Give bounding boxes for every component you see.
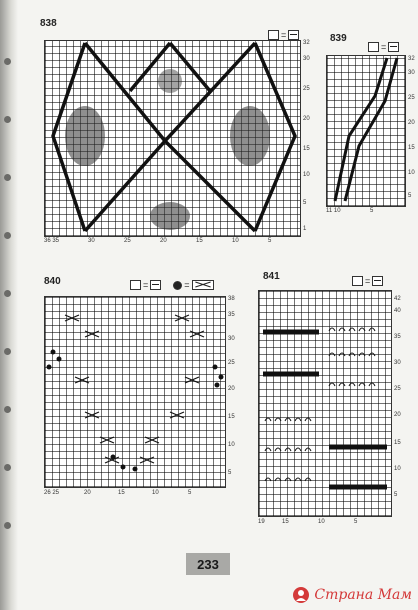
binding-hole [4, 348, 11, 355]
col-number: 5 [370, 208, 374, 214]
dash-cell-icon [150, 280, 161, 290]
chart-840-grid [44, 296, 226, 488]
col-number: 10 [232, 238, 239, 244]
row-number: 30 [228, 336, 235, 342]
row-number: 20 [303, 116, 310, 122]
col-number: 30 [88, 238, 95, 244]
col-number: 10 [152, 490, 159, 496]
chart-841-pattern [259, 291, 391, 516]
chart-838-pattern [45, 41, 300, 236]
row-number: 15 [408, 145, 415, 151]
col-number: 20 [160, 238, 167, 244]
row-number: 20 [408, 120, 415, 126]
dash-cell-icon [388, 42, 399, 52]
row-number: 15 [394, 440, 401, 446]
cable-cross-icon [192, 280, 214, 290]
col-number: 15 [282, 519, 289, 525]
chart-838-label: 838 [40, 18, 57, 29]
row-number: 30 [303, 56, 310, 62]
row-number: 10 [408, 170, 415, 176]
row-number: 42 [394, 296, 401, 302]
col-number: 10 [318, 519, 325, 525]
chart-839-label: 839 [330, 33, 347, 44]
chart-840-label: 840 [44, 276, 61, 287]
col-number: 25 [124, 238, 131, 244]
row-number: 30 [408, 70, 415, 76]
row-number: 30 [394, 360, 401, 366]
legend-equals: = [281, 30, 287, 40]
col-number: 20 [84, 490, 91, 496]
row-number: 32 [303, 40, 310, 46]
row-number: 1 [303, 226, 307, 232]
binding-edge [0, 0, 18, 610]
legend-equals: = [381, 42, 387, 52]
chart-839-pattern [327, 56, 405, 206]
row-number: 10 [228, 442, 235, 448]
row-number: 35 [394, 334, 401, 340]
binding-hole [4, 406, 11, 413]
chart-838-legend [268, 30, 299, 40]
chart-839-grid [326, 55, 406, 207]
blank-cell-icon [352, 276, 363, 286]
bobble-cell-icon [173, 281, 182, 290]
row-number: 25 [408, 95, 415, 101]
row-number: 5 [408, 193, 412, 199]
col-number: 15 [196, 238, 203, 244]
row-number: 20 [228, 386, 235, 392]
chart-841-legend [352, 276, 383, 286]
dash-cell-icon [372, 276, 383, 286]
chart-840-legend [130, 280, 214, 290]
row-number: 15 [228, 414, 235, 420]
page-number: 233 [186, 553, 230, 575]
row-number: 5 [228, 470, 232, 476]
blank-cell-icon [268, 30, 279, 40]
chart-840-pattern [45, 297, 225, 487]
chart-841-label: 841 [263, 271, 280, 282]
legend-equals: = [184, 280, 190, 290]
col-number: 26 25 [44, 490, 60, 496]
legend-equals: = [365, 276, 371, 286]
row-number: 5 [303, 200, 307, 206]
chart-838-grid [44, 40, 301, 237]
binding-hole [4, 290, 11, 297]
col-number: 5 [354, 519, 358, 525]
binding-hole [4, 116, 11, 123]
col-number: 36 35 [44, 238, 60, 244]
watermark-text: Страна Мам [314, 587, 412, 603]
row-number: 25 [228, 360, 235, 366]
row-number: 20 [394, 412, 401, 418]
col-number: 15 [118, 490, 125, 496]
binding-hole [4, 464, 11, 471]
legend-equals: = [143, 280, 149, 290]
row-number: 10 [303, 172, 310, 178]
mother-child-logo-icon [292, 586, 310, 604]
watermark [292, 586, 412, 604]
row-number: 32 [408, 56, 415, 62]
chart-839-legend [368, 42, 399, 52]
col-number: 5 [268, 238, 272, 244]
dash-cell-icon [288, 30, 299, 40]
row-number: 25 [303, 86, 310, 92]
row-number: 38 [228, 296, 235, 302]
chart-841-grid [258, 290, 392, 517]
row-number: 5 [394, 492, 398, 498]
blank-cell-icon [368, 42, 379, 52]
blank-cell-icon [130, 280, 141, 290]
binding-hole [4, 522, 11, 529]
binding-hole [4, 58, 11, 65]
binding-hole [4, 174, 11, 181]
col-number: 5 [188, 490, 192, 496]
row-number: 15 [303, 146, 310, 152]
row-number: 10 [394, 466, 401, 472]
col-number: 11 10 [326, 208, 341, 214]
row-number: 40 [394, 308, 401, 314]
col-number: 19 [258, 519, 265, 525]
row-number: 25 [394, 386, 401, 392]
row-number: 35 [228, 312, 235, 318]
binding-hole [4, 232, 11, 239]
